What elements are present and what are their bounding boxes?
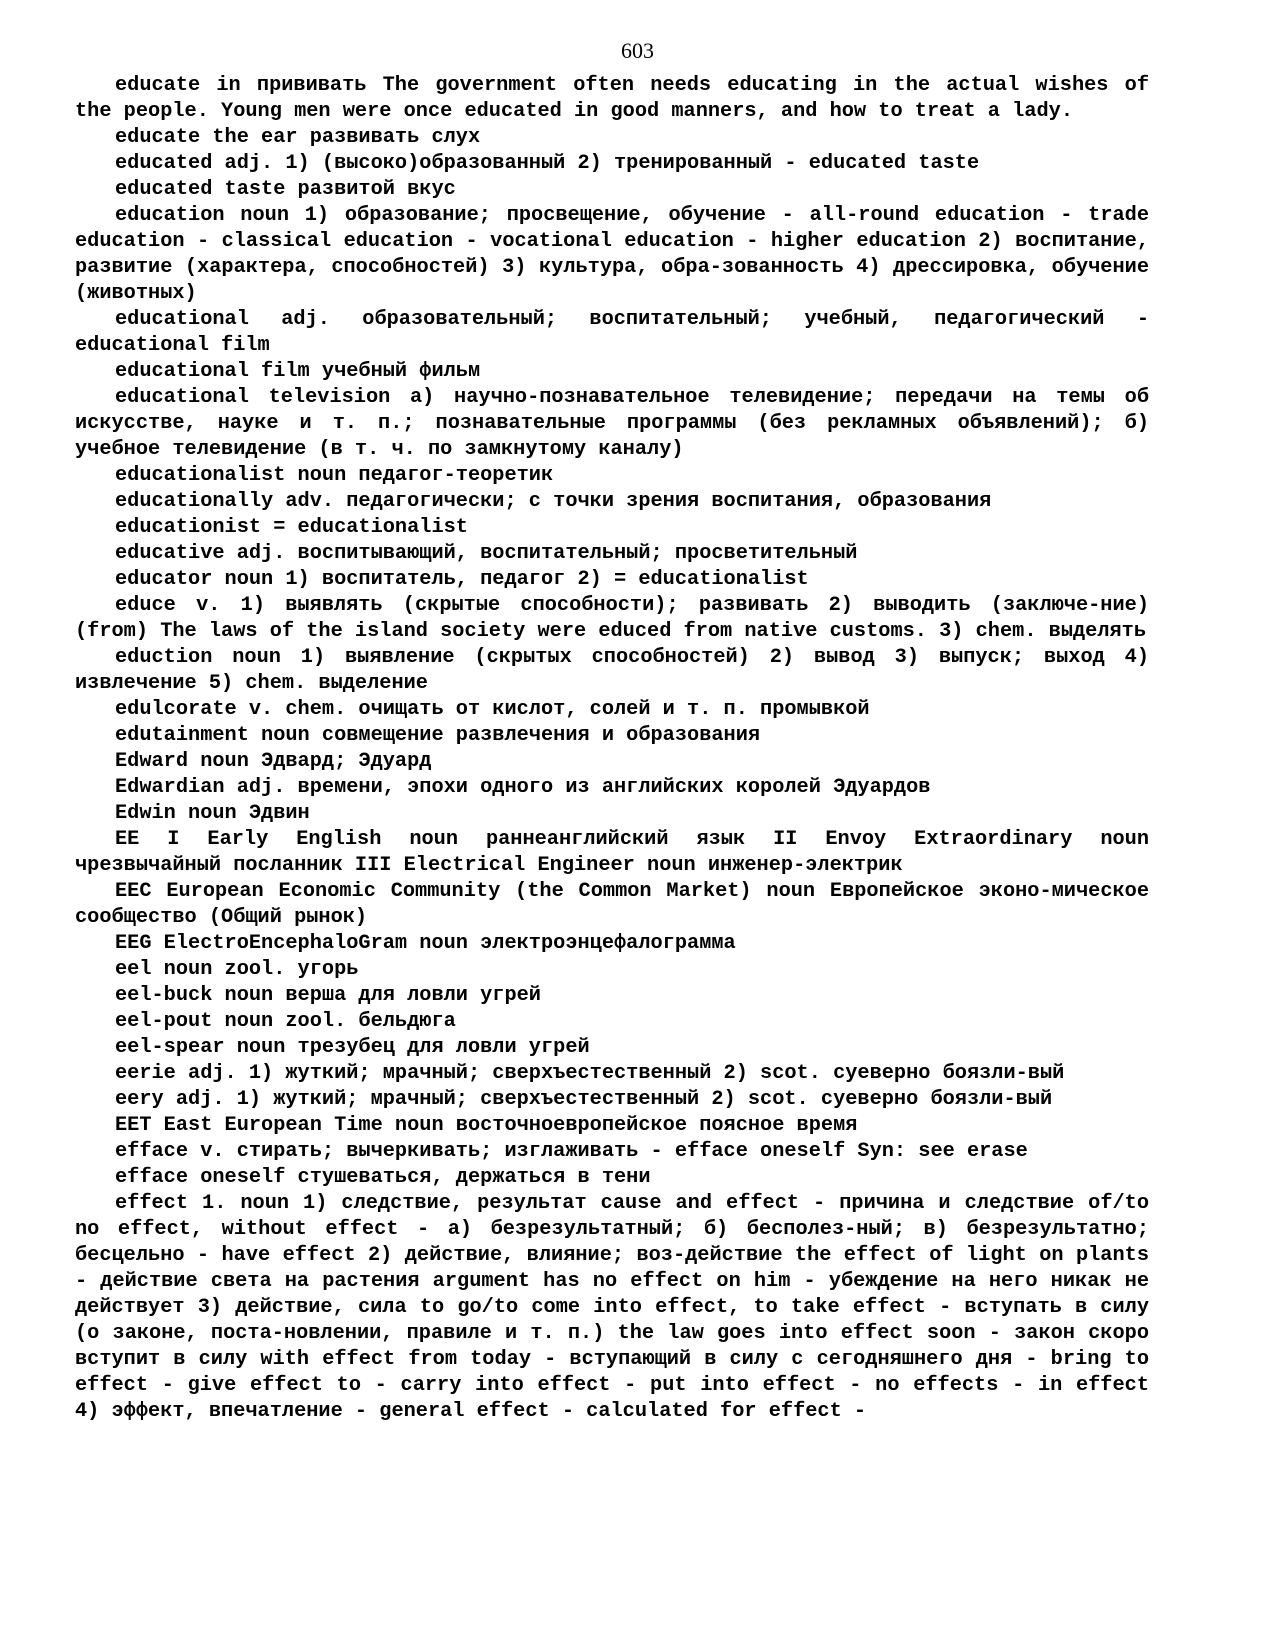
dictionary-entry: eel-spear noun трезубец для ловли угрей bbox=[115, 1036, 590, 1059]
dictionary-entry: education noun 1) образование; просвещение, обучение - all-round education - trade education - classical education - vocational education - higher education 2) воспитание, развитие (характера, способностей) 3) культура, обра-зованность 4) дрессировка, обучение (животных) bbox=[75, 204, 1149, 305]
dictionary-entry: eerie adj. 1) жуткий; мрачный; сверхъестественный 2) scot. суеверно боязли-вый bbox=[115, 1062, 1065, 1085]
dictionary-entry: effect 1. noun 1) следствие, результат cause and effect - причина и следствие of/to no effect, without effect - а) безрезультатный; б) бесполез-ный; в) безрезультатно; бесцельно - have effect 2) действие, влияние; воз-действие the effect of light on plants - действие света на растения argument has no effect on him - убеждение на него никак не действует 3) действие, сила to go/to come into effect, to take effect - вступать в силу (о законе, поста-новлении, правиле и т. п.) the law goes into effect soon - закон скоро вступит в силу with effect from today - вступающий в силу с сегодняшнего дня - bring to effect - give effect to - carry into effect - put into effect - no effects - in effect 4) эффект, впечатление - general effect - calculated for effect - bbox=[75, 1192, 1149, 1423]
dictionary-entry: EEG ElectroEncephaloGram noun электроэнцефалограмма bbox=[115, 932, 736, 955]
dictionary-entry: educational adj. образовательный; воспитательный; учебный, педагогический - educational film bbox=[75, 308, 1149, 357]
dictionary-entry: eel-buck noun верша для ловли угрей bbox=[115, 984, 541, 1007]
dictionary-entry: EEC European Economic Community (the Common Market) noun Европейское эконо-мическое сообщество (Общий рынок) bbox=[75, 880, 1149, 929]
dictionary-entry: edulcorate v. chem. очищать от кислот, солей и т. п. промывкой bbox=[115, 698, 870, 721]
dictionary-entry: educe v. 1) выявлять (скрытые способности); развивать 2) выводить (заключе-ние) (from) The laws of the island society were educed from native customs. 3) chem. выделять bbox=[75, 594, 1149, 643]
dictionary-entry: EE I Early English noun раннеанглийский язык II Envoy Extraordinary noun чрезвычайный посланник III Electrical Engineer noun инженер-электрик bbox=[75, 828, 1149, 877]
dictionary-entry: educational film учебный фильм bbox=[115, 360, 481, 383]
dictionary-entry: educationist = educationalist bbox=[115, 516, 468, 539]
dictionary-entry: edutainment noun совмещение развлечения и образования bbox=[115, 724, 761, 747]
dictionary-entry: Edwin noun Эдвин bbox=[115, 802, 310, 825]
dictionary-entry: efface v. стирать; вычеркивать; изглаживать - efface oneself Syn: see erase bbox=[115, 1140, 1028, 1163]
dictionary-entry: efface oneself стушеваться, держаться в тени bbox=[115, 1166, 651, 1189]
dictionary-entries bbox=[75, 73, 1149, 1425]
dictionary-entry: educate the ear развивать слух bbox=[115, 126, 481, 149]
dictionary-entry: educated adj. 1) (высоко)образованный 2) тренированный - educated taste bbox=[115, 152, 980, 175]
dictionary-entry: Edwardian adj. времени, эпохи одного из английских королей Эдуардов bbox=[115, 776, 931, 799]
dictionary-entry: eduction noun 1) выявление (скрытых способностей) 2) вывод 3) выпуск; выход 4) извлечение 5) chem. выделение bbox=[75, 646, 1149, 695]
dictionary-entry: educationalist noun педагог-теоретик bbox=[115, 464, 554, 487]
dictionary-entry: educative adj. воспитывающий, воспитательный; просветительный bbox=[115, 542, 858, 565]
dictionary-entry: educator noun 1) воспитатель, педагог 2) = educationalist bbox=[115, 568, 809, 591]
dictionary-entry: educated taste развитой вкус bbox=[115, 178, 456, 201]
dictionary-entry: EET East European Time noun восточноевропейское поясное время bbox=[115, 1114, 858, 1137]
dictionary-entry: educationally adv. педагогически; с точки зрения воспитания, образования bbox=[115, 490, 992, 513]
dictionary-entry: educational television а) научно-познавательное телевидение; передачи на темы об искусстве, науке и т. п.; познавательные программы (без рекламных объявлений); б) учебное телевидение (в т. ч. по замкнутому каналу) bbox=[75, 386, 1149, 461]
page-number: 603 bbox=[621, 38, 654, 63]
dictionary-entry: eel-pout noun zool. бельдюга bbox=[115, 1010, 456, 1033]
dictionary-entry: educate in прививать The government often needs educating in the actual wishes of the people. Young men were once educated in good manners, and how to treat a lady. bbox=[75, 74, 1149, 123]
dictionary-entry: eel noun zool. угорь bbox=[115, 958, 359, 981]
dictionary-entry: Edward noun Эдвард; Эдуард bbox=[115, 750, 432, 773]
dictionary-entry: eery adj. 1) жуткий; мрачный; сверхъестественный 2) scot. суеверно боязли-вый bbox=[115, 1088, 1053, 1111]
